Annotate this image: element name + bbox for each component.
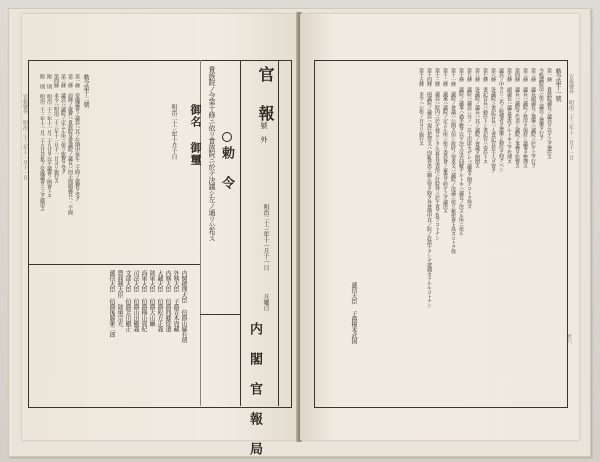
minister-line: 司法大臣 伯爵山田顯義 [132, 270, 139, 332]
right-side-note: 官報號外 明治二十三年十一月十一日 [568, 74, 574, 160]
right-column-line: 第九條 議院ハ議員三分ノ一以上出席セザレバ議事ヲ開クコトヲ得ズ [466, 68, 472, 209]
right-column-line: 第十二條 議案ハ議院ノ定ムル所ニ依リ委員會ノ審査ヲ經テ之ヲ議決ス [442, 68, 448, 213]
right-page-label: 頁六 [566, 334, 572, 344]
right-column-line: 第三條 議長ハ議院ノ秩序ヲ保持シ議事ヲ整理ス [522, 68, 528, 168]
right-column-line: 第十四條 兩議院ノ議員ハ現行犯罪又ハ内亂外患ニ關ル罪ヲ除ク外會期中其ノ院ノ許諾ナクシテ逮捕セラルルコトナシ [426, 68, 432, 308]
minister-line: 海軍大臣 伯爵樺山資紀 [140, 270, 147, 332]
minister-line: 遞信大臣 伯爵後藤象二郎 [108, 270, 115, 337]
minister-line: 内務大臣 伯爵西郷從道 [164, 270, 171, 332]
right-column-line: 第十一條 議院ノ會議ハ公開ス但シ政府ノ要求又ハ議院ノ決議ニ依リ秘密會ト爲スコトヲ得 [450, 68, 456, 254]
right-column-line: 第五條 副議長ハ議長事故アルトキ之ヲ代理ス [506, 68, 512, 164]
rescript-body: 貴族院ノ令第十條ニ依リ貴族院ニ於テ決議シ左ノ通リ公布ス [208, 66, 216, 242]
gazette-edition: 號 外 [260, 122, 268, 143]
rescript-signature: 御名 御璽 [189, 104, 202, 166]
gazette-publisher: 内 閣 官 報 局 [247, 322, 262, 456]
right-column-line: 今般議院法ニ依リ議員ノ選擧ヲ行フ [538, 68, 544, 140]
rescript-heading: 勅 令 [219, 146, 234, 190]
gazette-weekday: 月曜日 [262, 294, 269, 311]
minister-line: 内閣總理大臣 伯爵山縣有朋 [180, 270, 187, 343]
right-column-line: 第四條 議長ハ議院ヲ代表シ議院ノ事務ヲ監督ス [514, 68, 520, 168]
right-column-line: 第六條 各議院ニ書記官長一人書記官若干人ヲ置ク [490, 68, 496, 173]
right-column-line: 第十三條 議員ハ院内ニ於テ發言シタル意見及表決ニ付院外ニ於テ責ヲ負フコトナシ [434, 68, 440, 240]
left-column-header: 勅令第十二號 [82, 74, 89, 107]
bullet-circle-icon [222, 132, 232, 142]
left-column-line: 第四條 本令ハ明治二十三年十一月十一日ヨリ施行ス [53, 74, 59, 183]
right-column-line: 勅令第十一號 [554, 68, 561, 101]
rescript-date: 明治二十三年十月十日 [170, 104, 177, 159]
right-page [300, 14, 579, 440]
left-column-line: 第二條 前條ノ歳費ハ貴族院及衆議院ノ議長ハ四千圓副議長ハ二千圓 [67, 74, 73, 215]
right-column-line: 第七條 書記官長ハ勅任トシ書記官ハ奏任トス [482, 68, 488, 164]
minister-line: 陸軍大臣 伯爵大山巖 [148, 270, 155, 326]
left-column-line: 附 則 明治二十三年十一月二十五日召集ノ帝國議會ニ之ヲ適用ス [39, 74, 45, 211]
gazette-title: 官 報 [256, 66, 275, 123]
left-page [22, 14, 298, 456]
minister-line: 文部大臣 伯爵芳川顯正 [124, 270, 131, 332]
right-column-line: 第八條 各議院ノ議長ハ其ノ議院ノ會議ヲ開閉ス [474, 68, 480, 168]
minister-line: 大藏大臣 伯爵松方正義 [156, 270, 163, 332]
right-column-line: 第十五條 本令ハ公布ノ日ヨリ施行ス [418, 68, 424, 146]
right-signature: 遞信大臣 子爵榎本武揚 [350, 282, 357, 344]
left-column-line: 第三條 議員ハ議院ノ定ムル所ニ依リ旅費ヲ受ク [60, 74, 66, 174]
minister-line: 外務大臣 子爵青木周藏 [172, 270, 179, 332]
left-column-line: 附 則 明治二十三年十一月二十九日ヲ以テ議會ノ開會トス [46, 74, 52, 198]
right-column-line: 議員ノ中ヨリ三名ノ候補者ヲ選擧シ勅任ヲ仰グベシ [498, 68, 504, 172]
right-column-line: 第一條 貴族院議長ノ議員ヲ以テ之ヲ選任ス [546, 68, 552, 159]
right-column-line: 第十條 議院ノ議事ハ過半數ヲ以テ決ス可否同數ナルトキハ議長ノ決スル所ニ依ル [458, 68, 464, 236]
minister-line: 農商務大臣 陸奥宗光 [116, 270, 123, 326]
left-column-line: 第一條 帝國議會ノ議員ハ其ノ任期中毎年二千圓ノ歳費ヲ受ク [74, 74, 80, 201]
left-side-note: 官報號外 明治二十三年十一月十一日 [22, 94, 28, 180]
gazette-date: 明治二十三年十一月十一日 [262, 204, 269, 270]
right-column-line: 第三條 議長副議長ノ選擧ハ議院ニ於テ之ヲ行フ [530, 68, 536, 168]
